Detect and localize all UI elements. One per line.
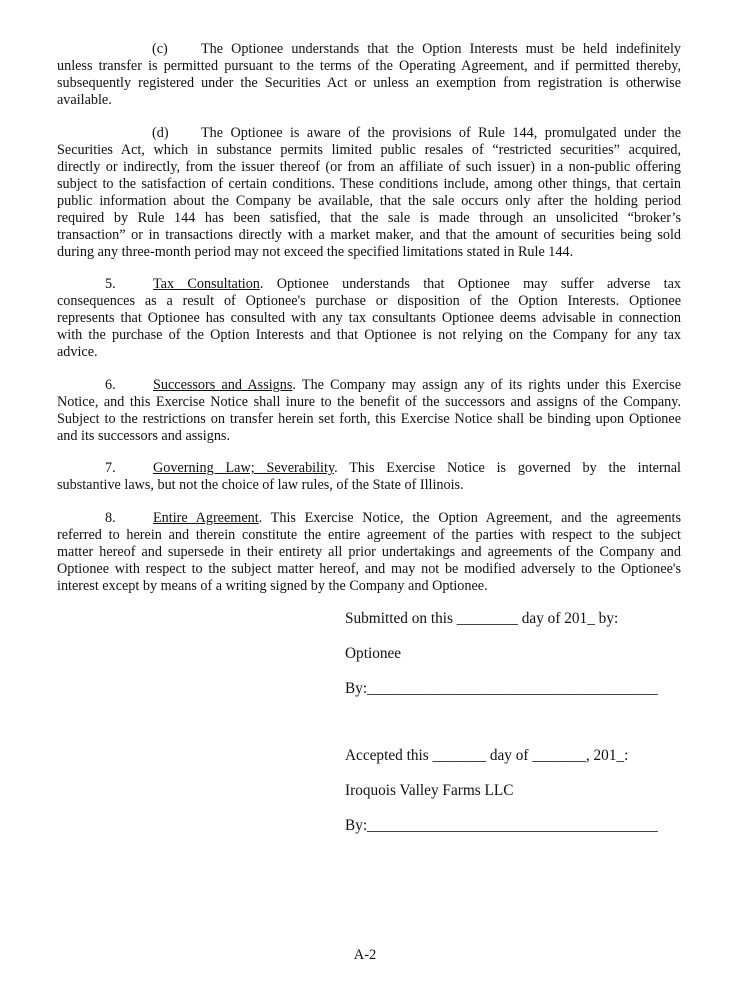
line: directly or indirectly, from the issuer thereof (or from an affiliate of such issuer) in a non-public offering bbox=[57, 159, 681, 175]
line: advice. bbox=[57, 344, 98, 360]
section-number: 8. bbox=[105, 510, 116, 526]
line: represents that Optionee has consulted with any tax consultants Optionee deems advisable in connection bbox=[57, 310, 681, 326]
line: Optionee with respect to the subject matter hereof, and may not be modified adversely to the Optionee's bbox=[57, 561, 681, 577]
line: interest except by means of a writing signed by the Company and Optionee. bbox=[57, 578, 488, 594]
line: consequences as a result of Optionee's purchase or disposition of the Option Interests. Optionee bbox=[57, 293, 681, 309]
line: subject to the satisfaction of certain conditions. These conditions include, among other things, that certain bbox=[57, 176, 681, 192]
paragraph-c bbox=[57, 41, 681, 109]
line: . Optionee understands that Optionee may suffer adverse tax bbox=[259, 276, 681, 292]
line: referred to herein and therein constitute the entire agreement of the parties with respect to the subject bbox=[57, 527, 681, 543]
section-heading: Successors and Assigns bbox=[153, 377, 293, 393]
page-number: A-2 bbox=[353, 947, 377, 963]
line: required by Rule 144 has been satisfied, that the sale is made through an unsolicited “broker’s bbox=[57, 210, 681, 226]
section-number: 5. bbox=[105, 276, 116, 292]
line: and its successors and assigns. bbox=[57, 428, 230, 444]
section-5-tax-consultation bbox=[57, 276, 681, 361]
line: . The Company may assign any of its rights under this Exercise bbox=[292, 377, 681, 393]
line: available. bbox=[57, 92, 112, 108]
line: The Optionee is aware of the provisions of Rule 144, promulgated under the bbox=[201, 125, 681, 141]
line: . This Exercise Notice, the Option Agreement, and the agreements bbox=[258, 510, 681, 526]
optionee-signature-line: By:______________________________________ bbox=[345, 680, 658, 697]
section-number: 6. bbox=[105, 377, 116, 393]
line: Subject to the restrictions on transfer herein set forth, this Exercise Notice shall be binding upon Optionee bbox=[57, 411, 681, 427]
optionee-label: Optionee bbox=[345, 645, 402, 662]
line: . This Exercise Notice is governed by the internal bbox=[334, 460, 681, 476]
section-heading: Entire Agreement bbox=[153, 510, 259, 526]
line: subsequently registered under the Securities Act or unless an exemption from registration is otherwise bbox=[57, 75, 681, 91]
section-8-entire-agreement bbox=[57, 510, 681, 595]
company-name: Iroquois Valley Farms LLC bbox=[345, 782, 514, 799]
line: during any three-month period may not exceed the specified limitations stated in Rule 144. bbox=[57, 244, 574, 260]
submitted-line: Submitted on this ________ day of 201_ by: bbox=[345, 610, 619, 627]
line: matter hereof and supersede in their entirety all prior undertakings and agreements of the Company and bbox=[57, 544, 681, 560]
subsection-marker: (d) bbox=[152, 125, 169, 141]
line: transaction” or in transactions directly with a market maker, and that the amount of securities being sold bbox=[57, 227, 681, 243]
section-7-governing-law bbox=[57, 460, 681, 494]
accepted-line: Accepted this _______ day of _______, 201_: bbox=[345, 747, 629, 764]
company-signature-line: By:______________________________________ bbox=[345, 817, 658, 834]
line: The Optionee understands that the Option Interests must be held indefinitely bbox=[201, 41, 681, 57]
section-heading: Tax Consultation bbox=[153, 276, 260, 292]
line: Securities Act, which in substance permits limited public resales of “restricted securities” acquired, bbox=[57, 142, 681, 158]
line: public information about the Company be available, that the sale occurs only after the holding period bbox=[57, 193, 681, 209]
section-heading: Governing Law; Severability bbox=[153, 460, 335, 476]
line: unless transfer is permitted pursuant to the terms of the Operating Agreement, and if permitted thereby, bbox=[57, 58, 681, 74]
paragraph-d bbox=[57, 125, 681, 261]
line: with the purchase of the Option Interests and that Optionee is not relying on the Company for any tax bbox=[57, 327, 681, 343]
section-6-successors bbox=[57, 377, 681, 445]
line: substantive laws, but not the choice of law rules, of the State of Illinois. bbox=[57, 477, 464, 493]
section-number: 7. bbox=[105, 460, 116, 476]
line: Notice, and this Exercise Notice shall inure to the benefit of the successors and assigns of the Company. bbox=[57, 394, 681, 410]
subsection-marker: (c) bbox=[152, 41, 168, 57]
